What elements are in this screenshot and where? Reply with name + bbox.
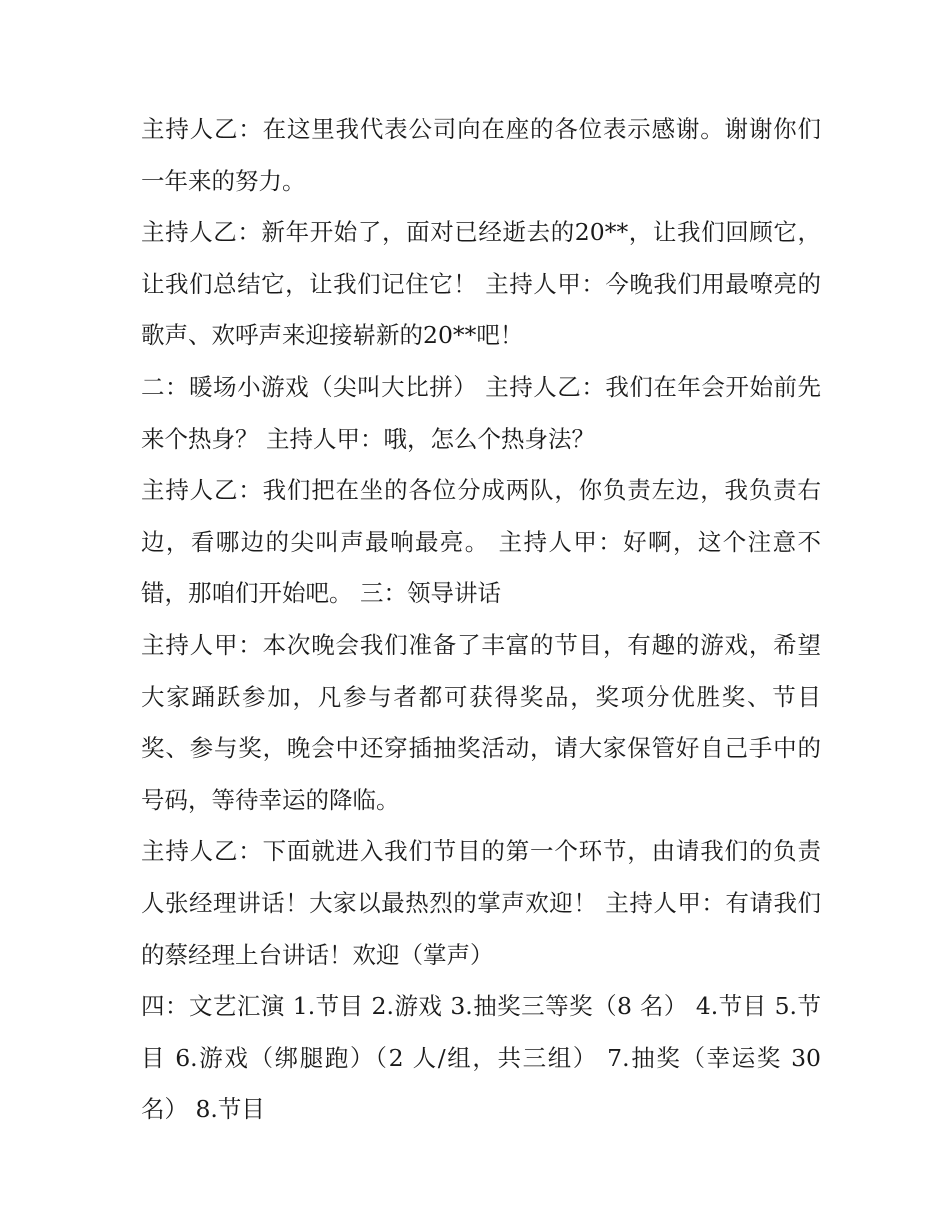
paragraph-prizes: 主持人甲：本次晚会我们准备了丰富的节目，有趣的游戏，希望大家踊跃参加，凡参与者都可获得奖品，奖项分优胜奖、节目奖、参与奖，晚会中还穿插抽奖活动，请大家保管好自己手中的号码，等待幸运的降临。 [141,630,821,814]
paragraph-program-list: 四：文艺汇演 1.节目 2.游戏 3.抽奖三等奖（8 名） 4.节目 5.节目 6.游戏（绑腿跑）（2 人/组，共三组） 7.抽奖（幸运奖 30 名） 8.节目 [141,992,821,1124]
paragraph-manager-speech: 主持人乙：下面就进入我们节目的第一个环节，由请我们的负责人张经理讲话！大家以最热烈的掌声欢迎！ 主持人甲：有请我们的蔡经理上台讲话！欢迎（掌声） [141,837,821,969]
paragraph-scream-contest: 主持人乙：我们把在坐的各位分成两队，你负责左边，我负责右边，看哪边的尖叫声最响最亮。 主持人甲：好啊，这个注意不错，那咱们开始吧。 三：领导讲话 [141,476,821,608]
document-body [141,104,821,1136]
paragraph-host-b-thanks: 主持人乙：在这里我代表公司向在座的各位表示感谢。谢谢你们一年来的努力。 [141,115,821,195]
paragraph-new-year: 主持人乙：新年开始了，面对已经逝去的20**，让我们回顾它，让我们总结它，让我们记住它！ 主持人甲：今晚我们用最嘹亮的歌声、欢呼声来迎接崭新的20**吧！ [141,218,821,350]
paragraph-warmup-game: 二：暖场小游戏（尖叫大比拼） 主持人乙：我们在年会开始前先来个热身？ 主持人甲：哦，怎么个热身法？ [141,372,821,453]
